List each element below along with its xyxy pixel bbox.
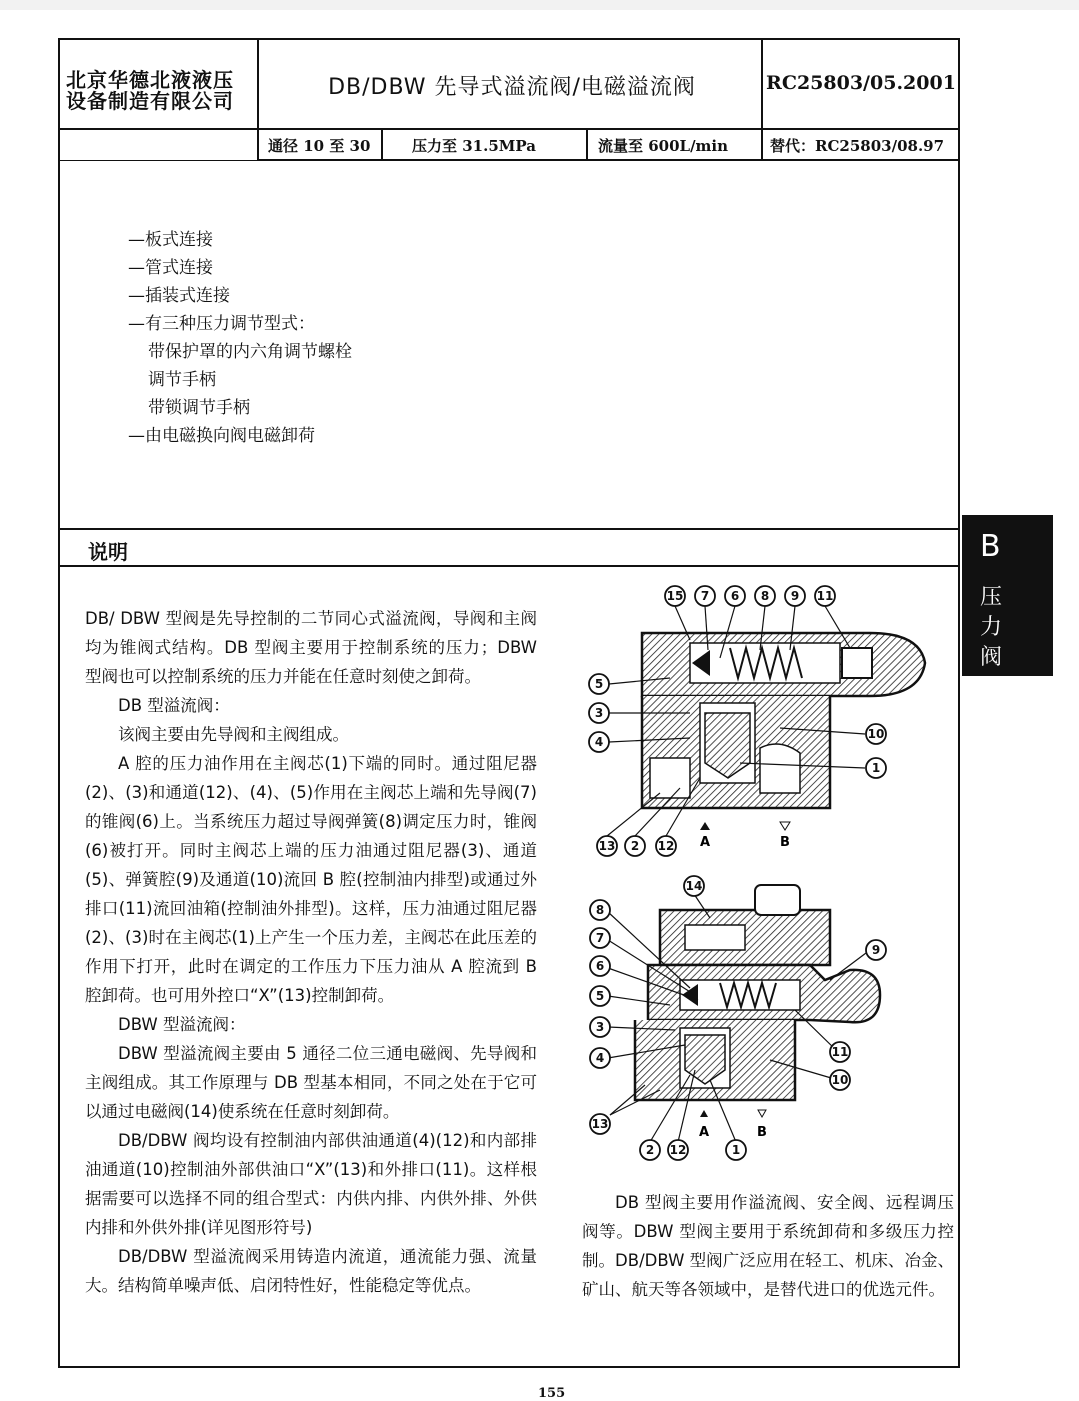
- callout-8: 8: [595, 903, 605, 917]
- description-paragraph: DBW 型溢流阀主要由 5 通径二位三通电磁阀、先导阀和主阀组成。其工作原理与 DB 型基本相同，不同之处在于它可以通过电磁阀(14)使系统在任意时刻卸荷。: [85, 1044, 537, 1121]
- feature-list: [128, 226, 352, 450]
- callout-13: 13: [591, 1117, 609, 1131]
- section-top-rule: [58, 528, 960, 530]
- adjust-screw: [842, 648, 872, 678]
- feature-item: —有三种压力调节型式：: [128, 314, 315, 334]
- feature-item: —板式连接: [128, 230, 213, 250]
- port-a-arrow: [700, 1110, 708, 1117]
- port-b-arrow: [758, 1110, 766, 1117]
- dbw-valve-section-diagram: [580, 870, 940, 1170]
- callout-9: 9: [871, 943, 881, 957]
- callout-10: 10: [867, 727, 885, 741]
- description-subheading: DB 型溢流阀：: [118, 696, 230, 715]
- callout-1: 1: [871, 761, 881, 775]
- description-paragraph: DB/DBW 型溢流阀采用铸造内流道，通流能力强、流量大。结构简单噪声低、启闭特性好，性能稳定等优点。: [85, 1247, 537, 1295]
- header-bottom: [58, 160, 960, 161]
- applications-paragraph: DB 型阀主要用作溢流阀、安全阀、远程调压阀等。DBW 型阀主要用于系统卸荷和多级压力控制。DB/DBW 型阀广泛应用在轻工、机床、冶金、矿山、航天等各领域中，是替代进口的优选元件。: [582, 1193, 954, 1299]
- spec-col-1: [381, 128, 383, 161]
- feature-item: —插装式连接: [128, 286, 230, 306]
- port-a-label: A: [699, 835, 711, 850]
- feature-subitem: 带保护罩的内六角调节螺栓: [148, 342, 352, 362]
- callout-12: 12: [657, 839, 675, 853]
- callout-5: 5: [595, 989, 605, 1003]
- callout-14: 14: [685, 879, 703, 893]
- port-b-label: B: [757, 1125, 767, 1140]
- feature-subitem: 带锁调节手柄: [148, 398, 250, 418]
- callout-10: 10: [831, 1073, 849, 1087]
- section-title: 说明: [88, 540, 128, 564]
- spec-flow: 流量至 600L/min: [598, 137, 729, 155]
- document-code: RC25803/05.2001: [766, 72, 956, 94]
- db-valve-section-diagram: [580, 578, 940, 858]
- feature-item: —管式连接: [128, 258, 213, 278]
- section-side-tab: [962, 515, 1053, 676]
- section-bottom-rule: [58, 565, 960, 567]
- solenoid-connector: [755, 885, 800, 915]
- page-number: 155: [538, 1386, 566, 1401]
- callout-6: 6: [595, 959, 605, 973]
- port-x: [650, 758, 690, 798]
- callout-11: 11: [831, 1045, 849, 1059]
- callout-7: 7: [700, 589, 710, 603]
- main-spool: [705, 713, 750, 778]
- spec-replaces: 替代：RC25803/08.97: [770, 137, 945, 155]
- callout-6: 6: [730, 589, 740, 603]
- top-edge-strip: [0, 0, 1079, 10]
- company-name: 北京华德北液液压设备制造有限公司: [66, 68, 234, 113]
- port-a-label: A: [698, 1125, 710, 1140]
- callout-9: 9: [790, 589, 800, 603]
- callout-13: 13: [598, 839, 616, 853]
- side-tab-label: 压力阀: [980, 585, 1003, 670]
- callout-12: 12: [669, 1143, 687, 1157]
- port-b-label: B: [780, 835, 790, 850]
- callout-2: 2: [630, 839, 640, 853]
- spec-pressure: 压力至 31.5MPa: [412, 137, 536, 155]
- callout-4: 4: [595, 1051, 605, 1065]
- header-col-1: [257, 38, 259, 161]
- spec-bore: 通径 10 至 30: [268, 137, 371, 155]
- port-b-arrow: [780, 822, 790, 830]
- solenoid-spool: [685, 925, 745, 950]
- feature-subitem: 调节手柄: [148, 370, 216, 390]
- callout-5: 5: [594, 677, 604, 691]
- callout-3: 3: [594, 706, 604, 720]
- description-paragraph: DB/DBW 阀均设有控制油内部供油通道(4)(12)和内部排油通道(10)控制油外部供油口“X”(13)和外排口(11)。这样根据需要可以选择不同的组合型式：内供内排、内供外排、外供内排和外供外排(详见图形符号): [85, 1131, 537, 1237]
- port-b-channel: [760, 744, 800, 793]
- description-paragraph: 该阀主要由先导阀和主阀组成。: [118, 725, 349, 744]
- description-body: [85, 604, 537, 1300]
- header-divider: [58, 128, 960, 130]
- spec-col-2: [586, 128, 588, 161]
- callout-3: 3: [595, 1020, 605, 1034]
- callout-2: 2: [645, 1143, 655, 1157]
- callout-11: 11: [816, 589, 834, 603]
- callout-4: 4: [594, 735, 604, 749]
- callout-8: 8: [760, 589, 770, 603]
- callout-7: 7: [595, 931, 605, 945]
- callout-1: 1: [731, 1143, 741, 1157]
- side-tab-letter: B: [980, 529, 1001, 564]
- feature-item: —由电磁换向阀电磁卸荷: [128, 426, 315, 446]
- description-subheading: DBW 型溢流阀：: [118, 1015, 246, 1034]
- callout-15: 15: [666, 589, 684, 603]
- description-paragraph: DB/ DBW 型阀是先导控制的二节同心式溢流阀，导阀和主阀均为锥阀式结构。DB 型阀主要用于控制系统的压力；DBW 型阀也可以控制系统的压力并能在任意时刻使之卸荷。: [85, 609, 537, 686]
- document-title: DB/DBW 先导式溢流阀/电磁溢流阀: [328, 75, 696, 100]
- port-a-arrow: [700, 822, 710, 830]
- description-paragraph: A 腔的压力油作用在主阀芯(1)下端的同时。通过阻尼器(2)、(3)和通道(12)、(4)、(5)作用在主阀芯上端和先导阀(7)的锥阀(6)上。当系统压力超过导阀弹簧(8)调定压力时，锥阀(6)被打开。同时主阀芯上端的压力油通过阻尼器(3)、通道(5)、弹簧腔(9)及通道(10)流回 B 腔(控制油内排型)或通过外排口(11)流回油箱(控制油外排型)。这样，压力油通过阻尼器(2)、(3)时在主阀芯(1)上产生一个压力差，主阀芯在此压差的作用下打开，此时在调定的工作压力下压力油从 A 腔流到 B 腔卸荷。也可用外控口“X”(13)控制卸荷。: [85, 754, 537, 1005]
